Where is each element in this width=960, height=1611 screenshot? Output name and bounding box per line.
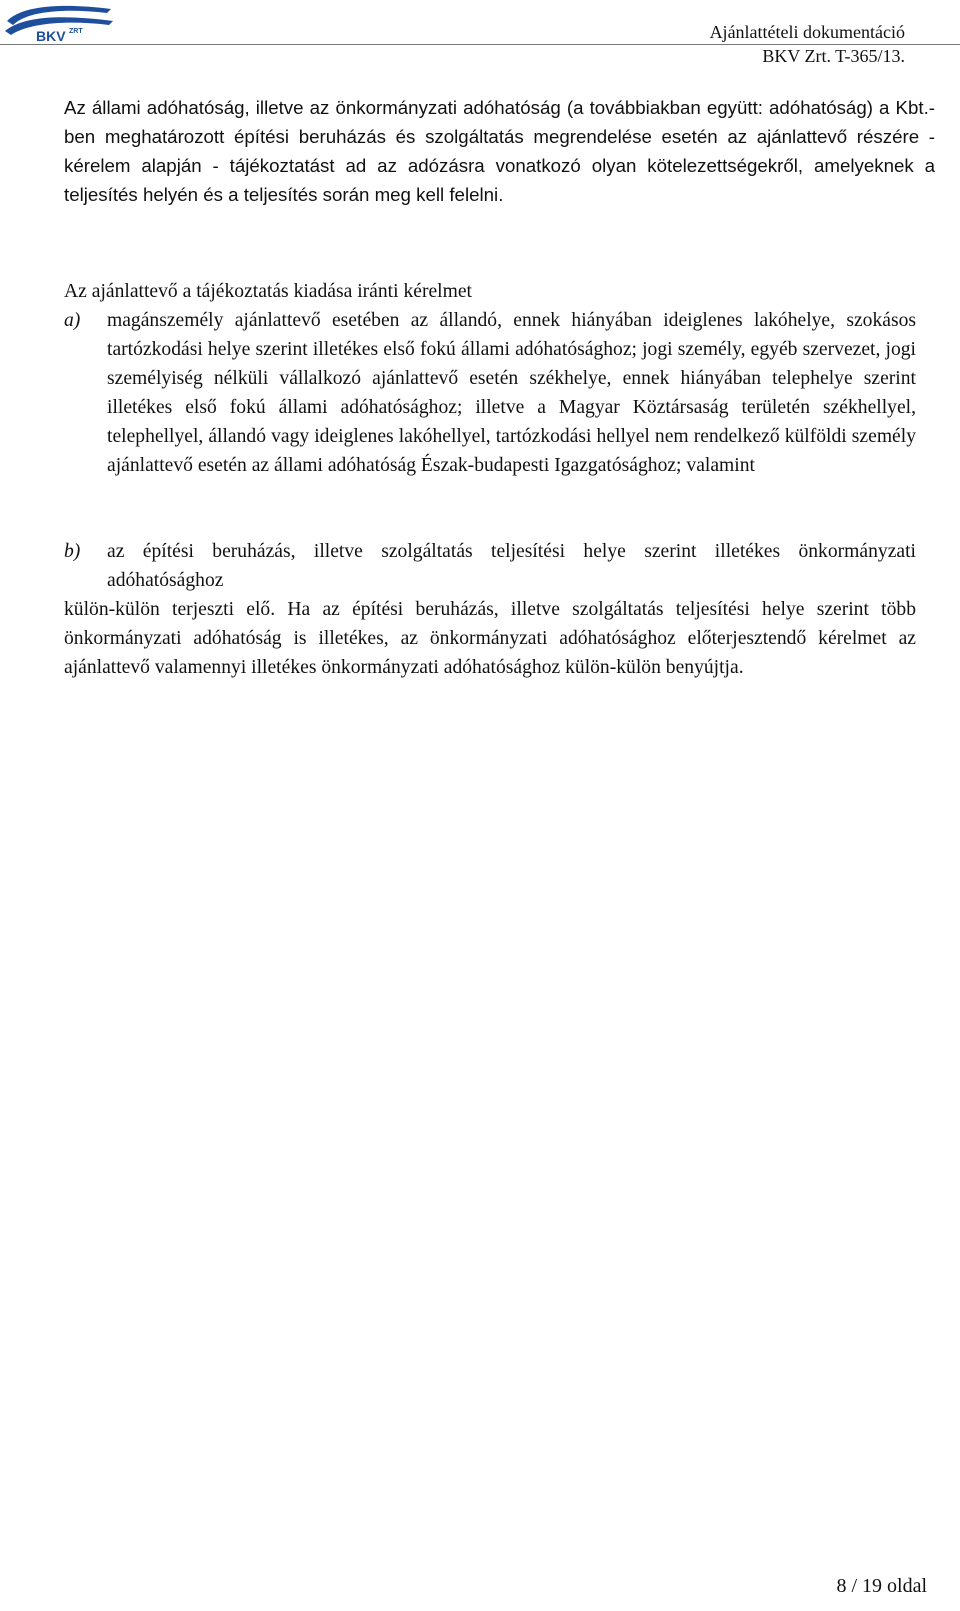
list-item-b: [64, 537, 916, 595]
paragraph-tax-authority-info: Az állami adóhatóság, illetve az önkormányzati adóhatóság (a továbbiakban együtt: adóhatóság) a Kbt.-ben meghatározott építési beruházás és szolgáltatás megrendelése esetén az ajánlattevő részére - kérelem alapján - tájékoztatást ad az adózásra vonatkozó olyan kötelezettségekről, amelyeknek a teljesítés helyén és a teljesítés során meg kell felelni.: [64, 97, 935, 205]
page-number: 8 / 19 oldal: [836, 1575, 927, 1597]
bkv-logo: [3, 3, 115, 43]
doc-reference: BKV Zrt. T-365/13.: [762, 46, 905, 66]
doc-title: Ajánlattételi dokumentáció: [709, 22, 905, 42]
list-item-text: magánszemély ajánlattevő esetében az állandó, ennek hiányában ideiglenes lakóhelye, szokásos tartózkodási helye szerint illetékes első fokú állami adóhatósághoz; jogi személy, egyéb szervezet, jogi személyiség nélküli vállalkozó ajánlattevő esetén székhelye, ennek hiányában telephelye szerint illetékes első fokú állami adóhatósághoz; illetve a Magyar Köztársaság területén székhellyel, telephellyel, állandó vagy ideiglenes lakóhellyel, tartózkodási hellyel nem rendelkező külföldi személy ajánlattevő esetén az állami adóhatóság Észak-budapesti Igazgatósághoz; valamint: [107, 310, 916, 476]
list-item-text: az építési beruházás, illetve szolgáltatás teljesítési helye szerint illetékes önkormányzati adóhatósághoz: [107, 541, 916, 591]
page-header: [0, 0, 960, 75]
bkv-logo-text: BKV: [36, 28, 66, 43]
list-marker: a): [64, 310, 81, 331]
list-item-a: [64, 306, 916, 480]
header-divider: [0, 44, 960, 45]
bkv-logo-suffix: ZRT: [69, 28, 83, 35]
paragraph-request-closing: külön-külön terjeszti elő. Ha az építési beruházás, illetve szolgáltatás teljesítési helye szerint több önkormányzati adóhatóság is illetékes, az önkormányzati adóhatósághoz előterjesztendő kérelmet az ajánlattevő valamennyi illetékes önkormányzati adóhatósághoz külön-külön benyújtja.: [64, 599, 916, 678]
paragraph-request-intro: Az ajánlattevő a tájékoztatás kiadása iránti kérelmet: [64, 281, 473, 302]
list-marker: b): [64, 541, 81, 562]
